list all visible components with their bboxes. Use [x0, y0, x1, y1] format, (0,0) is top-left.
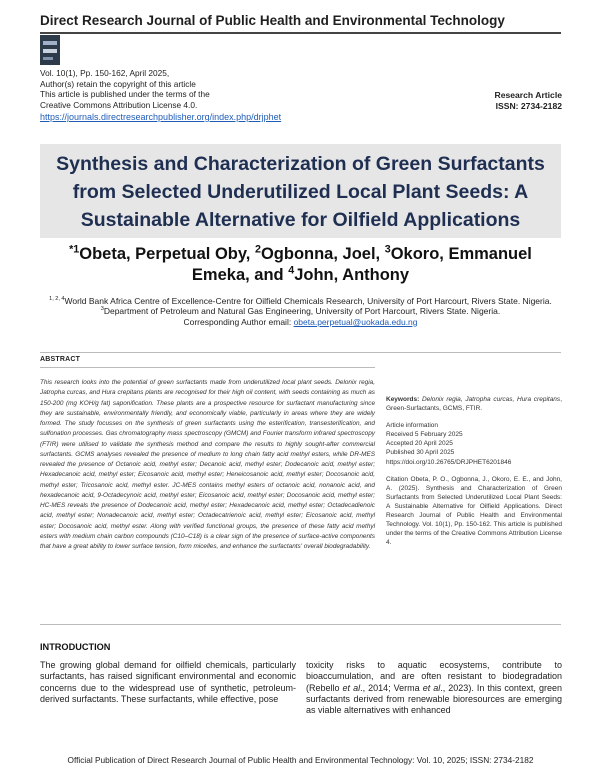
copyright-line: Author(s) retain the copyright of this article: [40, 78, 196, 89]
affil1-text: World Bank Africa Centre of Excellence-Centre for Oilfield Chemicals Research, University of Port Harcourt, Rivers State. Nigeria.: [64, 296, 552, 306]
abstract-bottom-rule: [40, 624, 561, 625]
author-3-cont: Emeka, and: [191, 266, 289, 284]
abstract-heading: ABSTRACT: [40, 356, 81, 363]
affil2-sup: 3: [100, 306, 104, 313]
keywords-rest: , Green-Surfactants, GCMS, FTIR.: [386, 396, 562, 413]
title-line-1: Synthesis and Characterization of Green Surfactants: [56, 153, 545, 175]
keywords: [386, 395, 562, 413]
affil2-text: Department of Petroleum and Natural Gas Engineering, University of Port Harcourt, Rivers State. Nigeria.: [103, 306, 501, 317]
affiliations: [40, 296, 561, 327]
affiliation-1: [40, 296, 561, 306]
abstract-text: This research looks into the potential of green surfactants made from underutilized local plant seeds. Delonix regia, Jatropha curcas, and Hura crepitans plants are recognised for their high oil content, with seeds containing as much as 150-200 (mg KOH/g fat) saponification. These plants are a prospective resource for surfactant manufacturing since they are sustainable, environmentally friendly, and economically viable, particularly in areas where they are widely formed. The study focusses on the synthesis of green surfactants using the esterification, transesterification, and sulfonation processes. Gas chromatography mass spectroscopy (GMCM) and Fourier transform infrared spectroscopy (FTIR) were utilised to validate the synthesis method and compare the results to highly sought-after commercial surfactants. GCMS analyses revealed the presence of medium to long chain fatty acid methyl esters, while DR-MES revealed the presence of Octanoic acid, methyl ester; Decanoic acid, methyl ester; Dodecanoic acid, methyl ester; Hexadecanoic acid, methyl ester; Eicosanoic acid, methyl ester; Heneicosanoic acid, methyl ester; Docosanoic acid, methyl ester; Tricosanoic acid, methyl ester. JC-MES contains methyl esters of octanoic acid, nonanoic acid, and hexadecanoic acid, 9-Octadecynoic acid, methyl ester; Eicosanoic acid, methyl ester; Docosanoic acid, methyl ester; HC-MES reveals the presence of Dodecanoic acid, methyl ester; Hexadecanoic acid, methyl ester; Octadecadienoic acid, methyl ester; Nonadecanoic acid, methyl ester; Octadecatrienoic acid, methyl ester; Eicosanoic acid, methyl ester; Docosanoic acid, methyl ester. Along with verified functional groups, the presence of these fatty acid methyl esters with medium chain carbon compounds (C10–C18) is a clear sign of the presence of surface-active components that have a great ability to lower surface tension, form micelles, and enhance the surfactants' overall biodegradability.: [40, 379, 375, 550]
info-heading: Article information: [386, 422, 439, 430]
author-1: Obeta, Perpetual Oby,: [79, 245, 255, 263]
author2-sup: 2: [254, 243, 261, 256]
author-list: [40, 244, 561, 286]
doi-link[interactable]: https://doi.org/10.26765/DRJPHET6201846: [386, 458, 512, 466]
issn: ISSN: 2734-2182: [495, 100, 562, 111]
introduction-heading: INTRODUCTION: [40, 642, 111, 652]
volume-line: Vol. 10(1), Pp. 150-162, April 2025,: [40, 68, 170, 78]
author-2: Ogbonna, Joel,: [260, 245, 385, 263]
affil1-sup: 1, 2, 4: [49, 296, 65, 303]
author1-sup: *1: [69, 243, 80, 256]
author3-sup: 3: [384, 243, 391, 256]
title-line-3: Sustainable Alternative for Oilfield Applications: [80, 209, 521, 231]
title-line-2: from Selected Underutilized Local Plant Seeds: A: [72, 181, 529, 203]
intro-right-a: toxicity risks to aquatic ecosystems, contribute to bioaccumulation, and are often resistant to biodegradation (Rebello: [306, 660, 562, 693]
page-footer: Official Publication of Direct Research Journal of Public Health and Environmental Technology: Vol. 10, 2025; ISSN: 2734-2182: [67, 755, 534, 765]
article-information: [386, 421, 562, 466]
introduction-right-column: [306, 660, 562, 716]
license-line-1: This article is published under the terms of the: [40, 89, 210, 100]
corresponding-label: Corresponding Author email:: [183, 316, 294, 327]
article-title: [40, 150, 561, 234]
abstract-head-rule: [40, 367, 375, 368]
published-date: Published 30 April 2025: [386, 449, 455, 457]
affiliation-2: [40, 306, 561, 316]
abstract-top-rule: [40, 352, 561, 353]
keywords-label: Keywords:: [386, 396, 422, 403]
article-type: Research Article: [494, 90, 562, 100]
intro-etal-2: et al: [422, 682, 441, 693]
intro-etal-1: et al: [342, 682, 361, 693]
journal-title: Direct Research Journal of Public Health and Environmental Technology: [40, 13, 505, 28]
article-sidebar: [386, 395, 562, 547]
license-line-2: Creative Commons Attribution License 4.0.: [40, 99, 198, 110]
accepted-date: Accepted 20 April 2025: [386, 440, 453, 448]
intro-right-b: ., 2014; Verma: [360, 682, 423, 693]
citation: Citation Obeta, P. O., Ogbonna, J., Okoro, E. E., and John, A. (2025). Synthesis and Characterization of Green Surfactants from Selected Underutilized Local Plant Seeds: A Sustainable Alternative for Oilfield Applications. Direct Research Journal of Public Health and Environmental Technology. Vol. 10(1), Pp. 150-162. This article is published under the terms of the Creative Commons Attribution License 4.: [386, 475, 562, 547]
introduction-left-column: The growing global demand for oilfield chemicals, particularly surfactants, has raised significant environmental and economic concerns due to the widespread use of synthetic, petroleum-derived surfactants. These surfactants, while effective, pose: [40, 660, 296, 704]
header-divider: [40, 32, 561, 34]
intro-right-c: ., 2023). In this context, green surfactants derived from renewable bioresources are emerging as viable alternatives with enhanced: [306, 682, 562, 716]
received-date: Received 5 February 2025: [386, 431, 463, 439]
article-meta: [40, 68, 210, 110]
author-4: John, Anthony: [294, 266, 410, 284]
keywords-italic: Delonix regia, Jatropha curcas, Hura crepitans: [421, 396, 561, 403]
author-3: Okoro, Emmanuel: [390, 245, 532, 263]
author4-sup: 4: [288, 264, 295, 277]
journal-url-link[interactable]: https://journals.directresearchpublisher.org/index.php/drjphet: [40, 112, 282, 122]
journal-logo-icon: [40, 35, 60, 65]
corresponding-author: [40, 317, 561, 327]
corresponding-email-link[interactable]: obeta.perpetual@uokada.edu.ng: [293, 316, 418, 327]
article-type-block: [420, 90, 562, 111]
